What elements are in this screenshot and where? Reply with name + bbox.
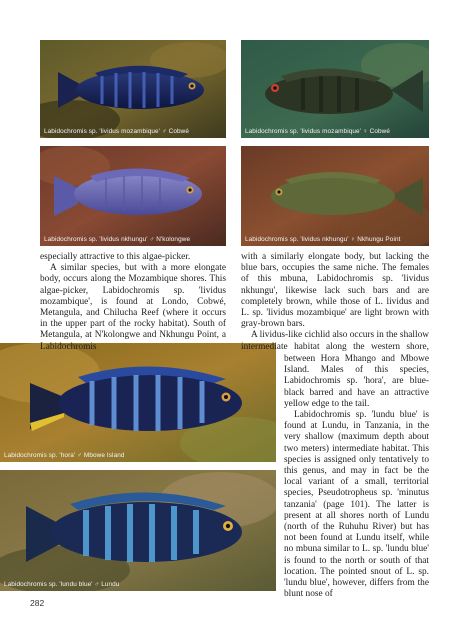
photo-caption: Labidochromis sp. 'lividus mozambique' ♀ Cobwé: [245, 128, 391, 135]
paragraph: with a similarly elongate body, but lacking the blue bars, occupies the same niche. The females of this mbuna, Labidochromis sp. 'lividus nkhungu', likewise lack such bars and are completely brown, while those of L. lividus and L. sp. 'lividus mozambique' are light brown with gray-brown bars.: [241, 252, 429, 330]
paragraph: Labidochromis sp. 'lundu blue' is found at Lundu, in Tanzania, in the very shallow (maximum depth about two meters) intermediate habitat. This species is assigned only tentatively to this genus, and may in fact be the local variant of a small, territorial species, Pseudotropheus sp. 'minutus tanzania' (page 101). The latter is present at all shores north of Lundu (north of the Ruhuhu River) but has not been found at Lundu itself, while no mbuna similar to L. sp. 'lundu blue' is found to the north or south of that location. The pointed snout of L. sp. 'lundu blue', however, differs from the blunt nose of: [284, 410, 429, 600]
paragraph: A lividus-like cichlid also occurs in the shallow intermediate habitat along the western shore,: [241, 330, 429, 352]
photo-lividus-nkhungu-female: [241, 146, 429, 246]
photo-caption: Labidochromis sp. 'hora' ♂ Mbowe Island: [4, 452, 125, 459]
photo-caption: Labidochromis sp. 'lundu blue' ♂ Lundu: [4, 581, 120, 588]
photo-caption: Labidochromis sp. 'lividus nkhungu' ♂ N'kolongwe: [44, 236, 191, 243]
photo-hora-male: [0, 343, 276, 462]
paragraph: between Hora Mhango and Mbowe Island. Males of this species, Labidochromis sp. 'hora', are blue-black barred and have an attractive yellow edge to the tail.: [284, 354, 429, 409]
photo-lividus-nkhungu-male: [40, 146, 226, 246]
page-number: 282: [30, 598, 45, 608]
photo-caption: Labidochromis sp. 'lividus nkhungu' ♀ Nkhungu Point: [245, 236, 401, 243]
photo-lundu-blue-male: [0, 470, 276, 591]
paragraph: especially attractive to this algae-picker.: [40, 252, 191, 262]
paragraph: A similar species, but with a more elongate body, occurs along the Mozambique shores. This algae-picker, Labidochromis sp. 'lividus mozambique', is found at Londo, Cobwé, Metangula, and Chilucha Reef (where it occurs in the upper part of the rocky habitat). South of Metangula, at N'kolongwe and Nkhungu Point, a Labidochromis: [40, 263, 226, 352]
photo-lividus-mozambique-female: [241, 40, 429, 138]
right-column-text-upper: [241, 252, 429, 353]
right-column-text-lower: [284, 354, 429, 600]
left-column-text: [40, 252, 226, 353]
photo-caption: Labidochromis sp. 'lividus mozambique' ♂ Cobwé: [44, 128, 190, 135]
photo-lividus-mozambique-male: [40, 40, 226, 138]
